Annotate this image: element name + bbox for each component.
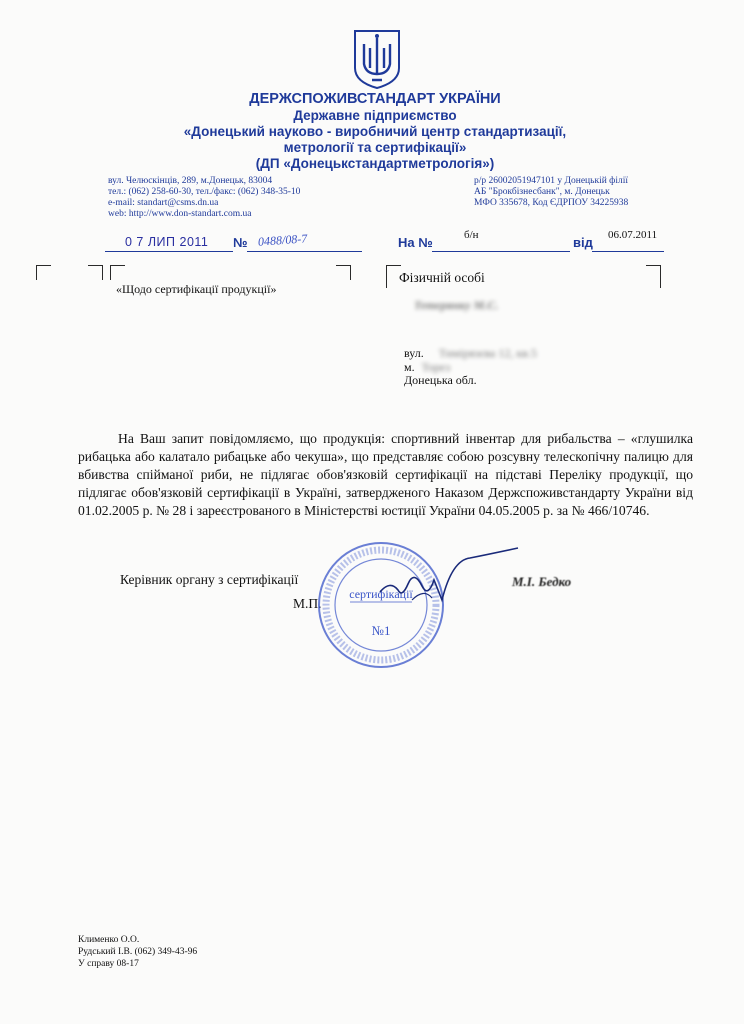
signatory-name: М.І. Бедко bbox=[512, 574, 572, 589]
city-value: Торез bbox=[421, 360, 451, 374]
address: вул. Челюскінців, 289, м.Донецьк, 83004 bbox=[108, 176, 273, 186]
bracket-mark bbox=[110, 265, 125, 280]
seal-place-label: М.П. bbox=[293, 596, 322, 611]
organization-name-line1: «Донецький науково - виробничий центр стандартизації, bbox=[183, 124, 567, 139]
bracket-mark bbox=[36, 265, 51, 280]
recipient-title: Фізичній особі bbox=[399, 270, 485, 285]
organization-name-line2: метрології та сертифікації» bbox=[283, 140, 467, 155]
bank-codes: МФО 335678, Код ЄДРПОУ 34225938 bbox=[474, 198, 629, 208]
bracket-mark bbox=[336, 265, 351, 280]
subject-line: «Щодо сертифікації продукції» bbox=[116, 282, 277, 296]
recipient-region: Донецька обл. bbox=[404, 373, 477, 387]
bank-name: АБ "Брокбізнесбанк", м. Донецьк bbox=[474, 187, 610, 197]
seal-number: №1 bbox=[371, 623, 391, 638]
email: e-mail: standart@csms.dn.ua bbox=[108, 198, 219, 208]
incoming-number-label: На № bbox=[398, 235, 433, 250]
incoming-date-value: 06.07.2011 bbox=[608, 229, 658, 241]
bank-account: р/р 26002051947101 у Донецькій філії bbox=[474, 176, 628, 186]
file-reference: У справу 08-17 bbox=[78, 959, 139, 969]
outgoing-date-stamp: 0 7 ЛИП 2011 bbox=[125, 235, 209, 249]
organization-type: Державне підприємство bbox=[293, 108, 457, 123]
website: web: http://www.don-standart.com.ua bbox=[108, 209, 252, 219]
recipient-street bbox=[404, 346, 537, 361]
phone: тел.: (062) 258-60-30, тел./факс: (062) 348-35-10 bbox=[108, 187, 301, 197]
seal-text: сертифікації bbox=[349, 587, 413, 601]
executor-1: Клименко О.О. bbox=[78, 935, 140, 945]
incoming-date-label: від bbox=[573, 235, 593, 250]
organization-short-name: (ДП «Донецькстандартметрологія») bbox=[255, 156, 495, 171]
recipient-name: Тетерянку М.С. bbox=[414, 298, 499, 312]
organization-title: ДЕРЖСПОЖИВСТАНДАРТ УКРАЇНИ bbox=[249, 91, 501, 107]
bracket-mark bbox=[88, 265, 103, 280]
contacts-left bbox=[108, 176, 408, 220]
signatory-position: Керівник органу з сертифікації bbox=[120, 572, 299, 587]
street-value: Тимірязєва 12, кв.5 bbox=[438, 346, 537, 360]
trident-emblem bbox=[352, 28, 402, 90]
executor-2: Рудський І.В. (062) 349-43-96 bbox=[78, 947, 198, 957]
contacts-right bbox=[474, 176, 714, 209]
incoming-number-value: б/н bbox=[464, 229, 479, 241]
outgoing-number-label: № bbox=[233, 235, 248, 250]
city-label: м. bbox=[404, 360, 415, 374]
street-label: вул. bbox=[404, 346, 424, 360]
footer-executors bbox=[78, 934, 197, 970]
outgoing-number-value: 0488/08-7 bbox=[257, 231, 308, 249]
letter-body: На Ваш запит повідомляємо, що продукція: спортивний інвентар для рибальства – «глушилка рибацька або калатало рибацьке або чекуша», що представляє собою розсувну телескопічну палицю для вбивства спійманої риби, не підлягає обов'язковій сертифікації на підставі Переліку продукції, що підлягає обов'язковій сертифікації в Україні, затвердженого Наказом Держспоживстандарту України від 01.02.2005 р. № 28 і зареєстрованого в Міністерстві юстиції України 04.05.2005 р. за № 466/10746. bbox=[78, 431, 693, 518]
handwritten-signature bbox=[372, 540, 522, 620]
bracket-mark bbox=[646, 265, 661, 288]
